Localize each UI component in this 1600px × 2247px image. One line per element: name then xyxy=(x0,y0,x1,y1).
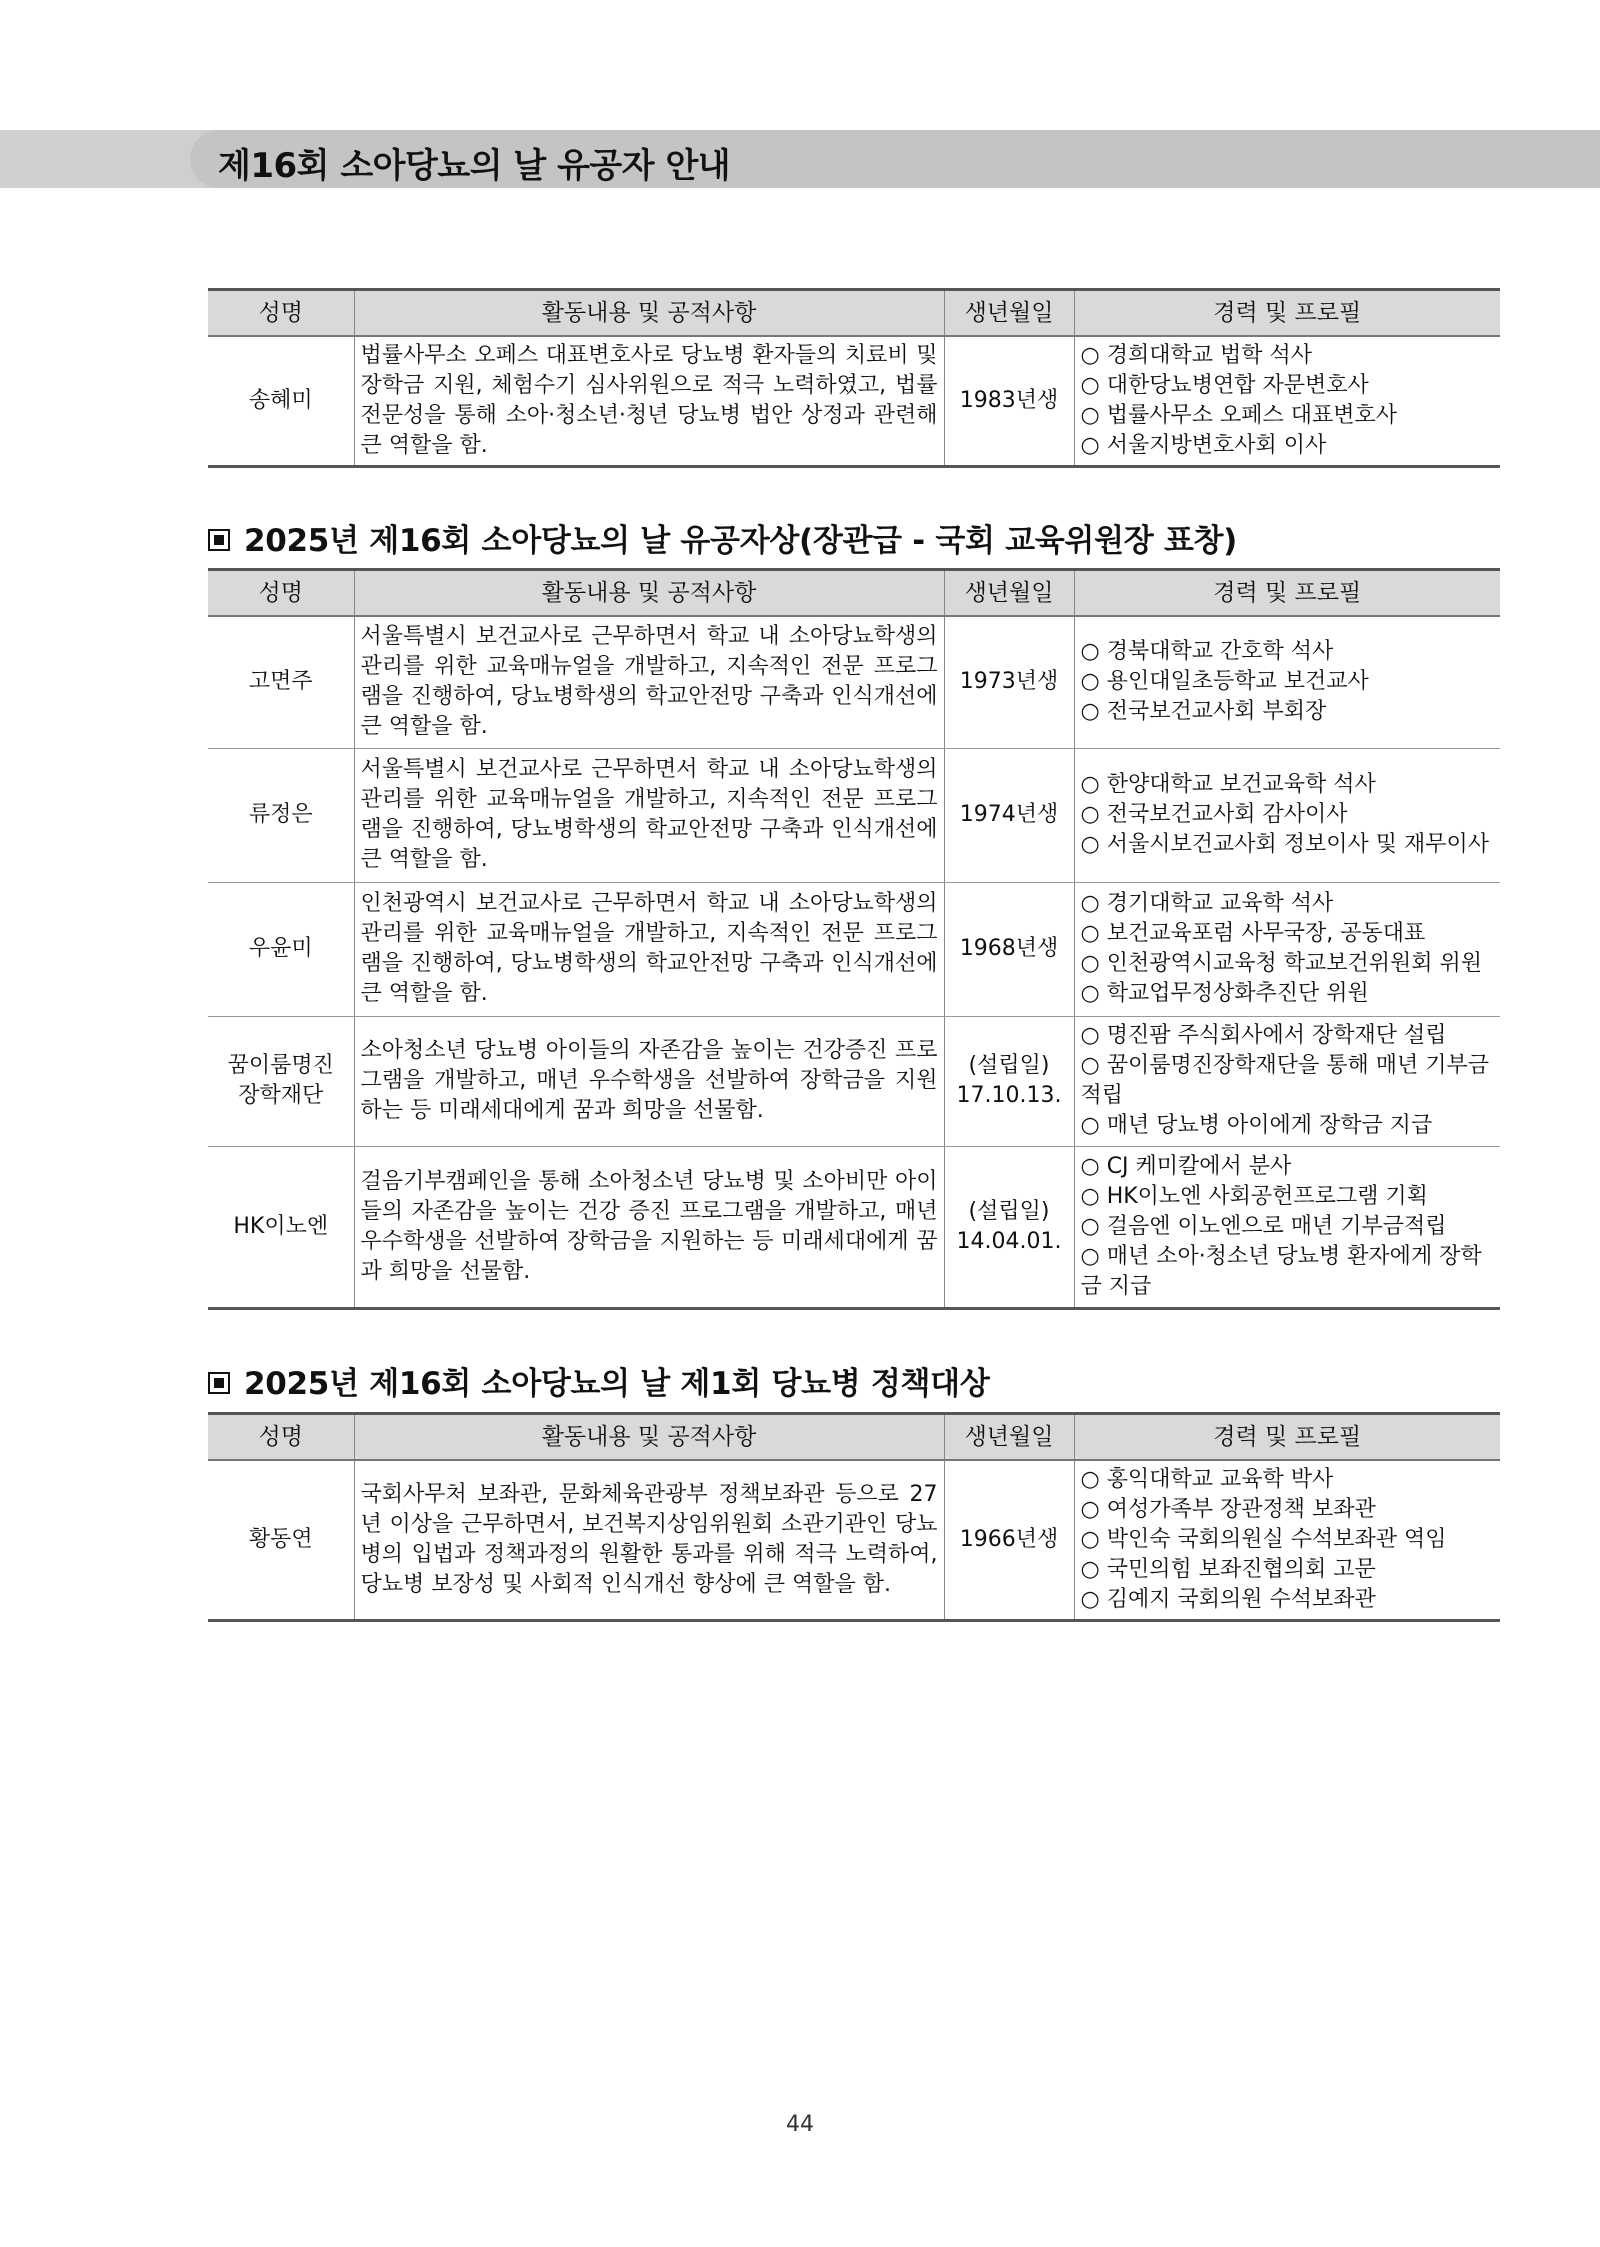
career-item: ○ 매년 당뇨병 아이에게 장학금 지급 xyxy=(1080,1113,1433,1138)
career-item: ○ 경기대학교 교육학 석사 xyxy=(1080,891,1334,916)
table-header-row xyxy=(208,290,1500,337)
section-heading-2 xyxy=(208,515,1237,560)
career-list xyxy=(1074,1016,1500,1146)
header-activity: 활동내용 및 공적사항 xyxy=(354,570,944,617)
square-bullet-icon xyxy=(208,529,230,551)
activity-description: 걸음기부캠페인을 통해 소아청소년 당뇨병 및 소아비만 아이들의 자존감을 높이는 건강 증진 프로그램을 개발하고, 매년 우수학생을 선발하여 장학금을 지원하는 등 미래세대에게 꿈과 희망을 선물함. xyxy=(354,1146,944,1308)
career-item: ○ 국민의힘 보좌진협의회 고문 xyxy=(1080,1556,1376,1582)
career-item: ○ 박인숙 국회의원실 수석보좌관 역임 xyxy=(1080,1526,1447,1552)
career-item: ○ 보건교육포럼 사무국장, 공동대표 xyxy=(1080,921,1426,946)
career-list xyxy=(1074,1146,1500,1308)
activity-description: 소아청소년 당뇨병 아이들의 자존감을 높이는 건강증진 프로그램을 개발하고, 매년 우수학생을 선발하여 장학금을 지원하는 등 미래세대에게 꿈과 희망을 선물함. xyxy=(354,1016,944,1146)
table-row xyxy=(208,748,1500,882)
table-body xyxy=(208,616,1500,1308)
career-list xyxy=(1074,1460,1500,1620)
career-item: ○ CJ 케미칼에서 분사 xyxy=(1080,1153,1292,1179)
career-item: ○ 서울시보건교사회 정보이사 및 재무이사 xyxy=(1080,832,1489,857)
activity-description: 인천광역시 보건교사로 근무하면서 학교 내 소아당뇨학생의 관리를 위한 교육매뉴얼을 개발하고, 지속적인 전문 프로그램을 진행하여, 당뇨병학생의 학교안전망 구축과 인식개선에 큰 역할을 함. xyxy=(354,882,944,1016)
header-name: 성명 xyxy=(208,570,354,617)
birth-year: 1968년생 xyxy=(944,882,1074,1016)
career-item: ○ 명진팜 주식회사에서 장학재단 설립 xyxy=(1080,1023,1447,1048)
header-career: 경력 및 프로필 xyxy=(1074,290,1500,337)
career-item: ○ HK이노엔 사회공헌프로그램 기획 xyxy=(1080,1183,1428,1209)
awardee-name: 꿈이룸명진 장학재단 xyxy=(208,1016,354,1146)
activity-description: 국회사무처 보좌관, 문화체육관광부 정책보좌관 등으로 27년 이상을 근무하면서, 보건복지상임위원회 소관기관인 당뇨병의 입법과 정책과정의 원활한 통과를 위해 적극 노력하여, 당뇨병 보장성 및 사회적 인식개선 향상에 큰 역할을 함. xyxy=(354,1460,944,1620)
career-item: ○ 김예지 국회의원 수석보좌관 xyxy=(1080,1586,1376,1612)
birth-year: (설립일) 17.10.13. xyxy=(944,1016,1074,1146)
table-row xyxy=(208,1146,1500,1308)
career-item: ○ 서울지방변호사회 이사 xyxy=(1080,432,1327,458)
table-header-row xyxy=(208,1414,1500,1461)
table-row xyxy=(208,336,1500,466)
activity-description: 법률사무소 오페스 대표변호사로 당뇨병 환자들의 치료비 및 장학금 지원, 체험수기 심사위원으로 적극 노력하였고, 법률 전문성을 통해 소아·청소년·청년 당뇨병 법안 상정과 관련해 큰 역할을 함. xyxy=(354,336,944,466)
table-row xyxy=(208,882,1500,1016)
header-birth: 생년월일 xyxy=(944,290,1074,337)
awardee-name: 류정은 xyxy=(208,748,354,882)
award-table-2 xyxy=(208,568,1500,1310)
career-item: ○ 걸음엔 이노엔으로 매년 기부금적립 xyxy=(1080,1213,1447,1239)
header-name: 성명 xyxy=(208,1414,354,1461)
awardee-name: 황동연 xyxy=(208,1460,354,1620)
square-bullet-icon xyxy=(208,1372,230,1394)
header-activity: 활동내용 및 공적사항 xyxy=(354,1414,944,1461)
header-birth: 생년월일 xyxy=(944,570,1074,617)
header-career: 경력 및 프로필 xyxy=(1074,570,1500,617)
activity-description: 서울특별시 보건교사로 근무하면서 학교 내 소아당뇨학생의 관리를 위한 교육매뉴얼을 개발하고, 지속적인 전문 프로그램을 진행하여, 당뇨병학생의 학교안전망 구축과 인식개선에 큰 역할을 함. xyxy=(354,616,944,748)
header-name: 성명 xyxy=(208,290,354,337)
career-item: ○ 법률사무소 오페스 대표변호사 xyxy=(1080,402,1397,428)
career-item: ○ 인천광역시교육청 학교보건위원회 위원 xyxy=(1080,951,1482,976)
awardee-name: 고면주 xyxy=(208,616,354,748)
career-item: ○ 학교업무정상화추진단 위원 xyxy=(1080,981,1369,1006)
table-body xyxy=(208,1460,1500,1620)
table-row xyxy=(208,616,1500,748)
table-body xyxy=(208,336,1500,466)
table-header-row xyxy=(208,570,1500,617)
career-item: ○ 용인대일초등학교 보건교사 xyxy=(1080,669,1369,695)
career-item: ○ 홍익대학교 교육학 박사 xyxy=(1080,1466,1334,1492)
birth-year: 1974년생 xyxy=(944,748,1074,882)
birth-year: 1973년생 xyxy=(944,616,1074,748)
career-item: ○ 여성가족부 장관정책 보좌관 xyxy=(1080,1496,1376,1522)
birth-year: 1983년생 xyxy=(944,336,1074,466)
section-heading-3 xyxy=(208,1358,989,1403)
career-item: ○ 경북대학교 간호학 석사 xyxy=(1080,639,1334,665)
career-list xyxy=(1074,616,1500,748)
activity-description: 서울특별시 보건교사로 근무하면서 학교 내 소아당뇨학생의 관리를 위한 교육매뉴얼을 개발하고, 지속적인 전문 프로그램을 진행하여, 당뇨병학생의 학교안전망 구축과 인식개선에 큰 역할을 함. xyxy=(354,748,944,882)
career-item: ○ 경희대학교 법학 석사 xyxy=(1080,342,1312,368)
title-banner xyxy=(0,130,1600,188)
awardee-name: 송혜미 xyxy=(208,336,354,466)
career-item: ○ 전국보건교사회 부회장 xyxy=(1080,699,1327,725)
awardee-name: HK이노엔 xyxy=(208,1146,354,1308)
career-item: ○ 대한당뇨병연합 자문변호사 xyxy=(1080,372,1369,398)
career-list xyxy=(1074,336,1500,466)
award-table-3 xyxy=(208,1412,1500,1622)
awardee-name: 우윤미 xyxy=(208,882,354,1016)
section-heading-text: 2025년 제16회 소아당뇨의 날 유공자상(장관급 - 국회 교육위원장 표창) xyxy=(244,523,1238,559)
birth-year: (설립일) 14.04.01. xyxy=(944,1146,1074,1308)
career-list xyxy=(1074,882,1500,1016)
header-birth: 생년월일 xyxy=(944,1414,1074,1461)
header-career: 경력 및 프로필 xyxy=(1074,1414,1500,1461)
table-row xyxy=(208,1016,1500,1146)
table-row xyxy=(208,1460,1500,1620)
career-item: ○ 전국보건교사회 감사이사 xyxy=(1080,802,1348,827)
career-item: ○ 매년 소아·청소년 당뇨병 환자에게 장학금 지급 xyxy=(1080,1243,1482,1299)
page-number: 44 xyxy=(786,2112,814,2137)
career-item: ○ 한양대학교 보건교육학 석사 xyxy=(1080,772,1376,797)
page-title: 제16회 소아당뇨의 날 유공자 안내 xyxy=(218,146,731,186)
section-heading-text: 2025년 제16회 소아당뇨의 날 제1회 당뇨병 정책대상 xyxy=(244,1366,990,1402)
career-list xyxy=(1074,748,1500,882)
career-item: ○ 꿈이룸명진장학재단을 통해 매년 기부금적립 xyxy=(1080,1053,1489,1108)
birth-year: 1966년생 xyxy=(944,1460,1074,1620)
award-table-1 xyxy=(208,288,1500,468)
header-activity: 활동내용 및 공적사항 xyxy=(354,290,944,337)
